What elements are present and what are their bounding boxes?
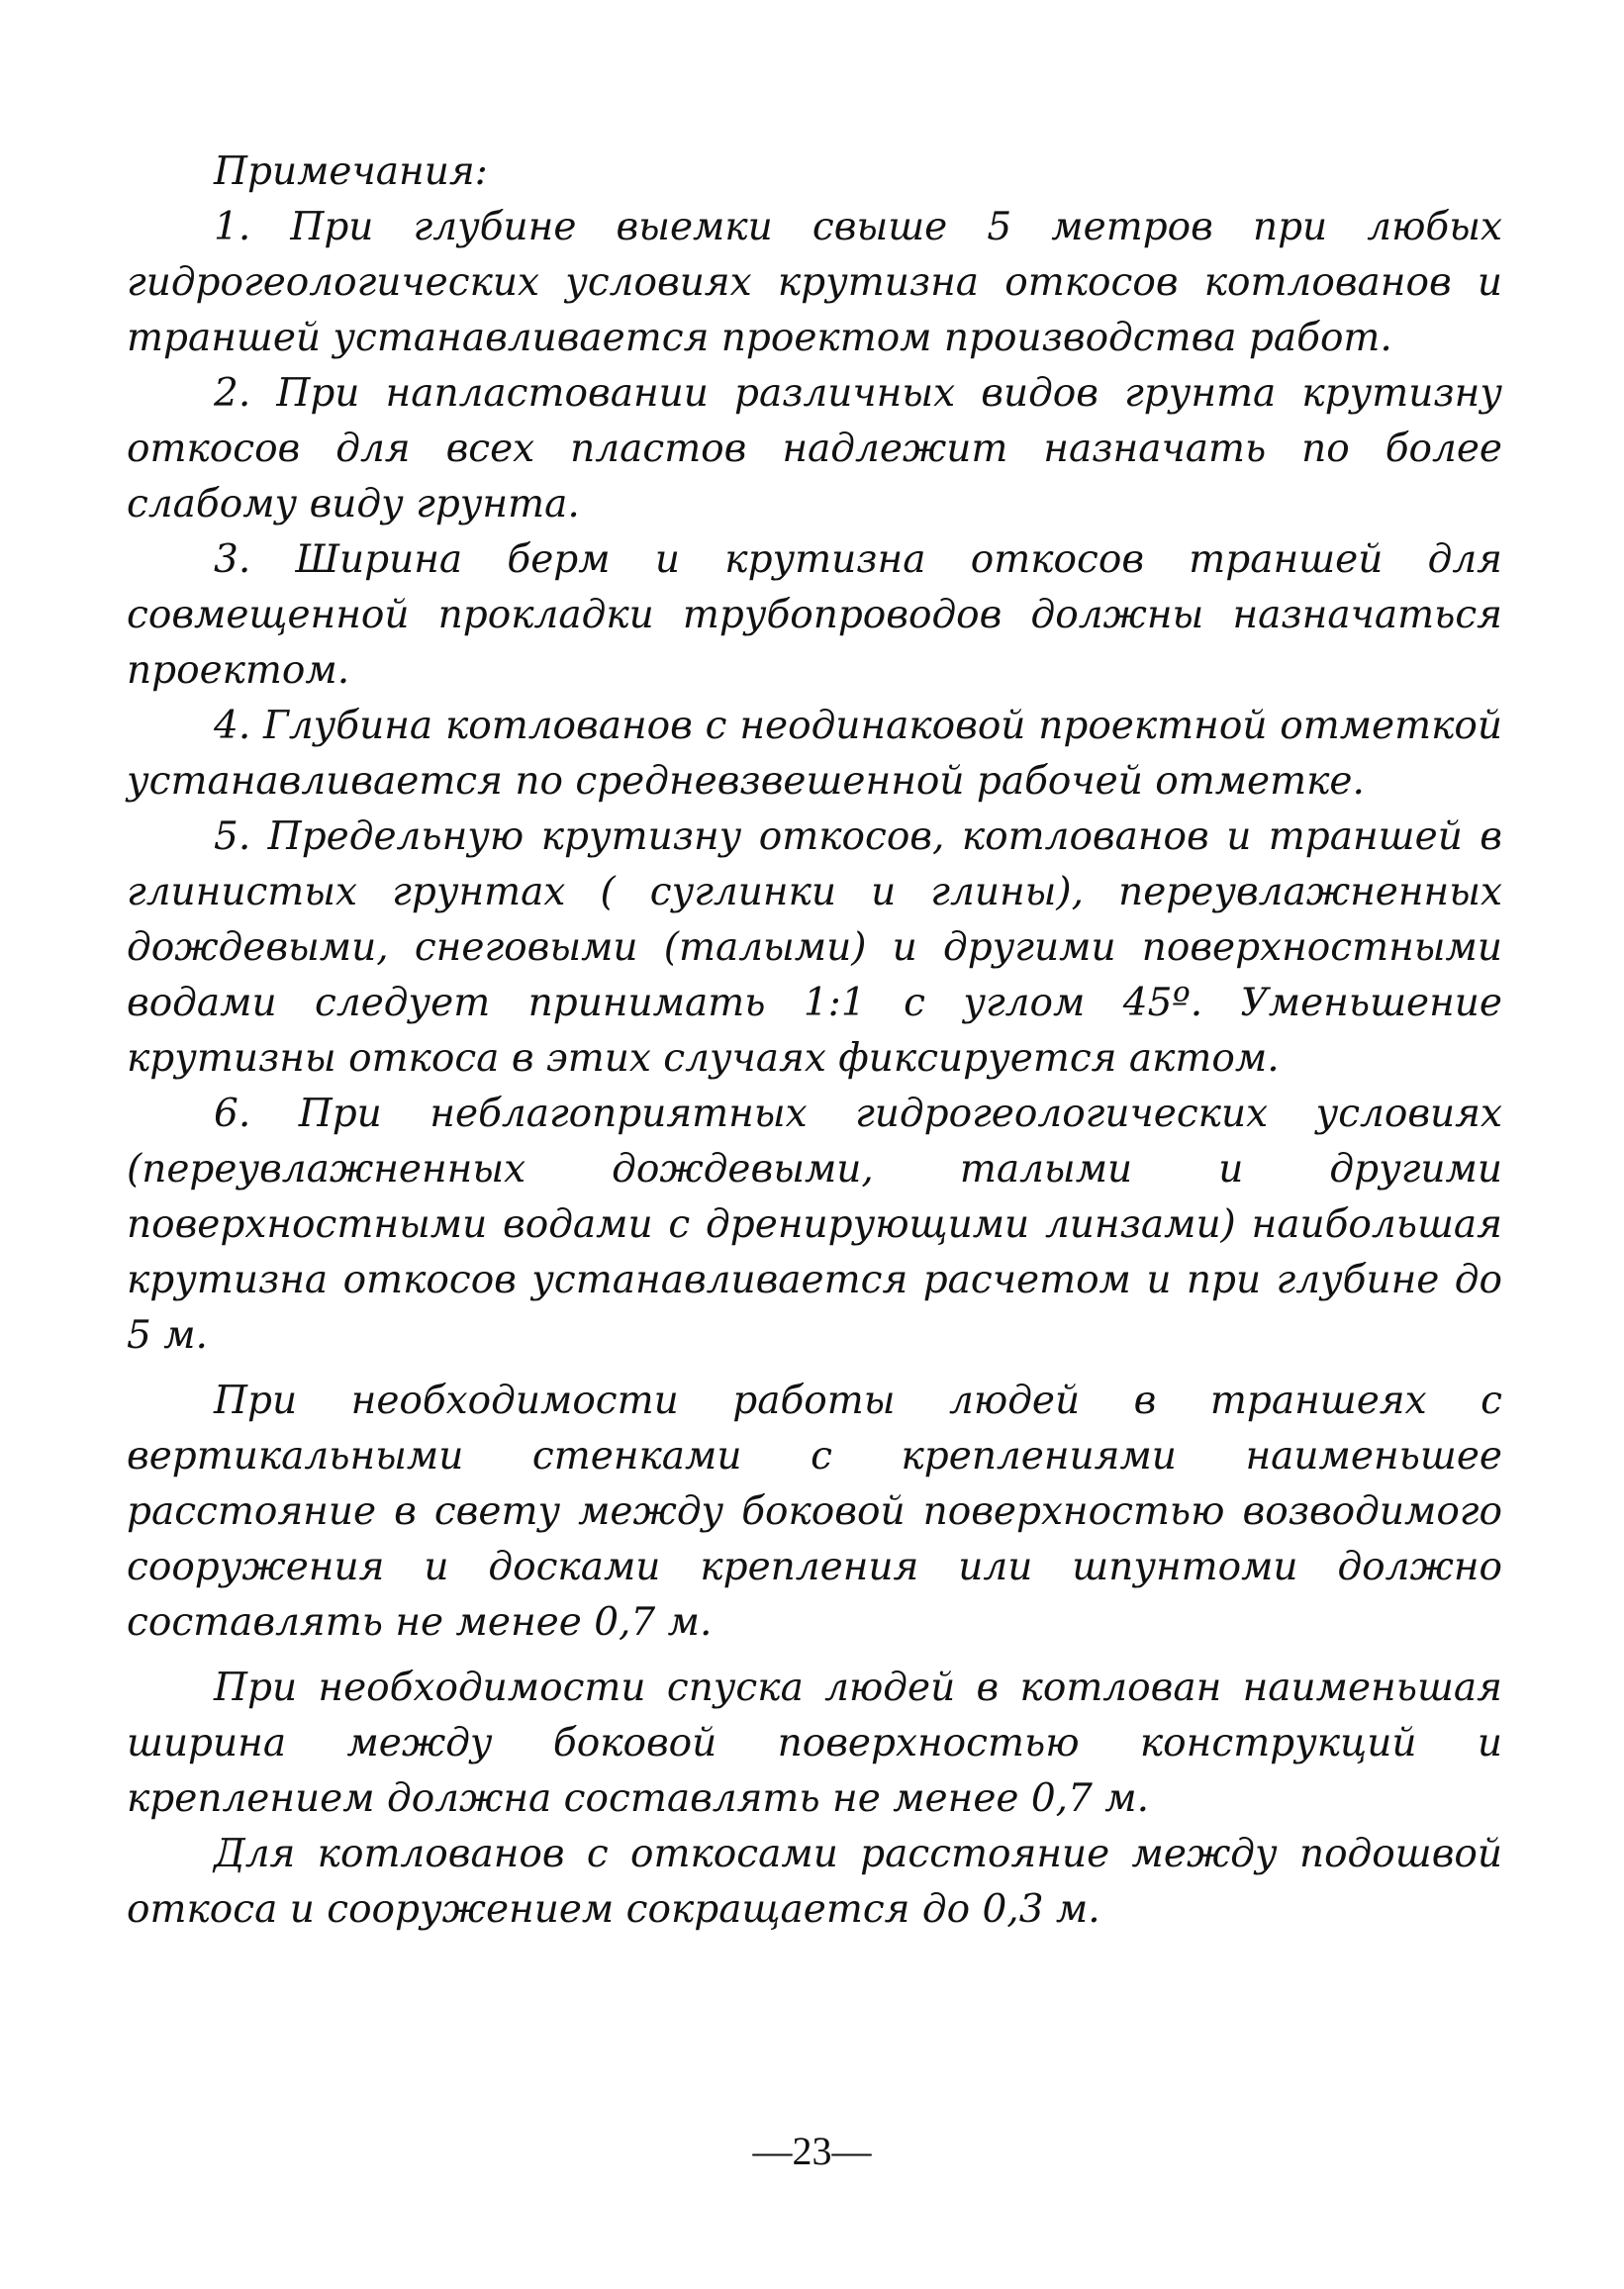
note-5: 5. Предельную крутизну откосов, котлованов и траншей в глинистых грунтах ( суглинки и глины), переувлажненных дождевыми, снеговыми (талыми) и другими поверхностными водами следует принимать 1:1 с углом 45º. Уменьшение крутизны откоса в этих случаях фиксируется актом. (127, 814, 1502, 1081)
note-6: 6. При неблагоприятных гидрогеологических условиях (переувлажненных дождевыми, талыми и другими поверхностными водами с дренирующими линзами) наибольшая крутизна откосов устанавливается расчетом и при глубине до 5 м. (127, 1092, 1502, 1358)
note-4: 4. Глубина котлованов с неодинаковой проектной отметкой устанавливается по средневзвешенной рабочей отметке. (127, 704, 1502, 804)
paragraph-descent-into-pit: При необходимости спуска людей в котлован наименьшая ширина между боковой поверхностью конструкций и креплением должна составлять не менее 0,7 м. (127, 1666, 1502, 1821)
note-1: 1. При глубине выемки свыше 5 метров при любых гидрогеологических условиях крутизна откосов котлованов и траншей устанавливается проектом производства работ. (127, 205, 1502, 360)
page-text (127, 144, 1502, 1938)
notes-heading: Примечания: (214, 149, 488, 194)
paragraph-sloped-pits: Для котлованов с откосами расстояние между подошвой откоса и сооружением сокращается до 0,3 м. (127, 1832, 1502, 1932)
note-2: 2. При напластовании различных видов грунта крутизну откосов для всех пластов надлежит назначать по более слабому виду грунта. (127, 371, 1502, 526)
paragraph-workers-in-trenches: При необходимости работы людей в траншеях с вертикальными стенками с креплениями наименьшее расстояние в свету между боковой поверхностью возводимого сооружения и досками крепления или шпунтоми должно составлять не менее 0,7 м. (127, 1379, 1502, 1645)
page-number: —23— (752, 2129, 872, 2173)
note-3: 3. Ширина берм и крутизна откосов траншей для совмещенной прокладки трубопроводов должны назначаться проектом. (127, 537, 1502, 693)
